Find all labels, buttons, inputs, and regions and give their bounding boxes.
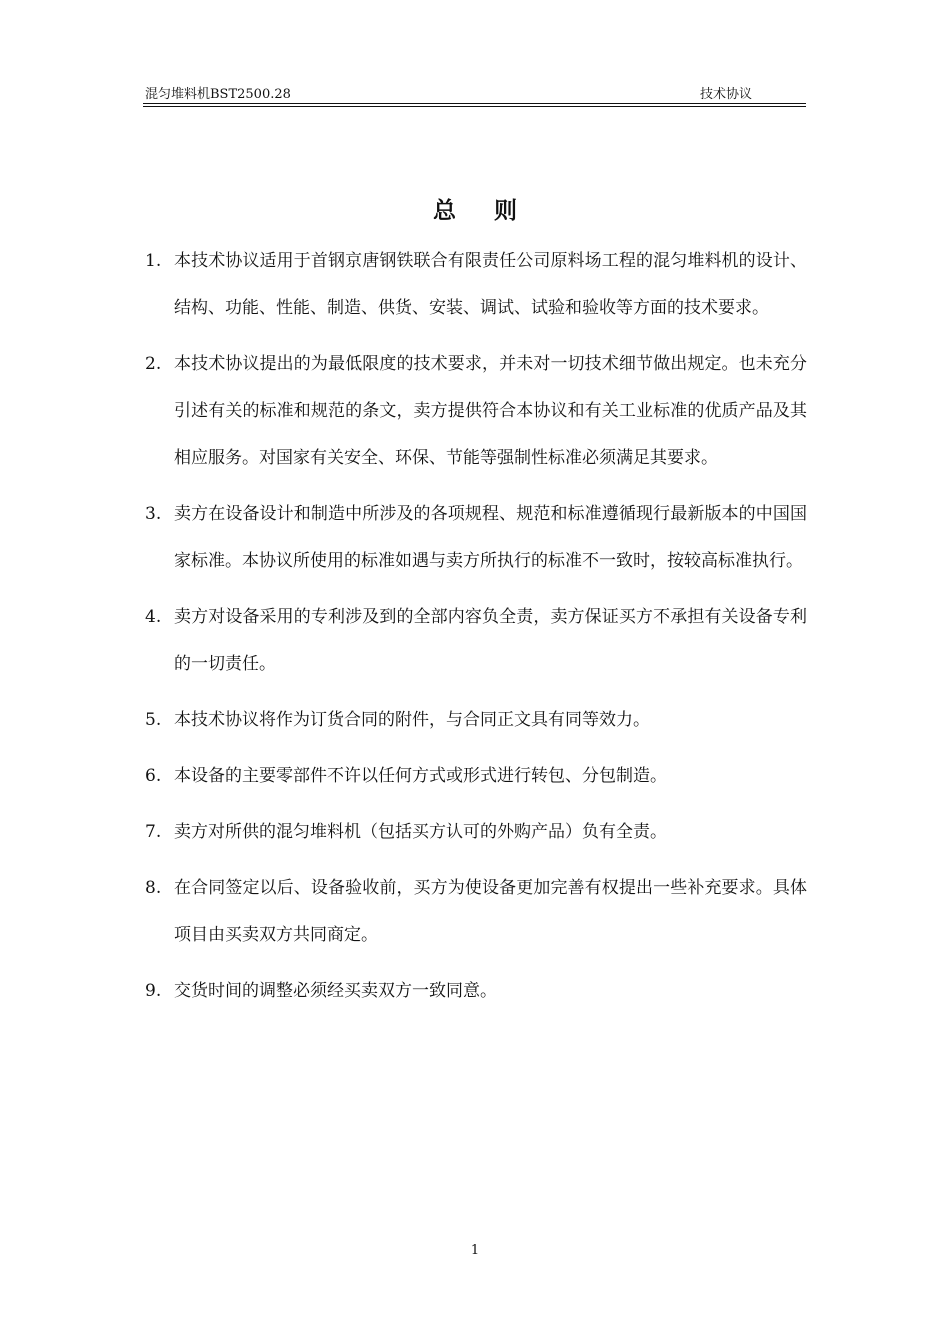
item-text: 本设备的主要零部件不许以任何方式或形式进行转包、分包制造。 <box>174 766 667 786</box>
header-document-name: 混匀堆料机BST2500.28 <box>145 87 291 102</box>
general-provisions-list <box>145 238 807 1024</box>
item-number: 9. <box>145 981 162 1001</box>
page-header <box>145 86 805 104</box>
list-item <box>145 341 807 482</box>
item-text: 卖方对所供的混匀堆料机（包括买方认可的外购产品）负有全责。 <box>174 822 667 842</box>
item-text: 卖方在设备设计和制造中所涉及的各项规程、规范和标准遵循现行最新版本的中国国家标准。本协议所使用的标准如遇与卖方所执行的标准不一致时，按较高标准执行。 <box>174 504 807 571</box>
list-item <box>145 238 807 332</box>
item-number: 3. <box>145 504 162 524</box>
item-text: 交货时间的调整必须经买卖双方一致同意。 <box>174 981 497 1001</box>
item-text: 本技术协议适用于首钢京唐钢铁联合有限责任公司原料场工程的混匀堆料机的设计、结构、功能、性能、制造、供货、安装、调试、试验和验收等方面的技术要求。 <box>174 251 807 318</box>
list-item <box>145 753 807 800</box>
list-item <box>145 809 807 856</box>
item-number: 2. <box>145 354 162 374</box>
item-number: 8. <box>145 878 162 898</box>
item-text: 卖方对设备采用的专利涉及到的全部内容负全责，卖方保证买方不承担有关设备专利的一切责任。 <box>174 607 807 674</box>
item-text: 本技术协议提出的为最低限度的技术要求，并未对一切技术细节做出规定。也未充分引述有关的标准和规范的条文，卖方提供符合本协议和有关工业标准的优质产品及其相应服务。对国家有关安全、环保、节能等强制性标准必须满足其要求。 <box>174 354 807 468</box>
item-number: 1. <box>145 251 162 271</box>
list-item <box>145 594 807 688</box>
list-item <box>145 968 807 1015</box>
page-number: 1 <box>470 1243 480 1258</box>
page-title: 总则 <box>433 198 555 224</box>
item-number: 7. <box>145 822 162 842</box>
list-item <box>145 697 807 744</box>
item-number: 5. <box>145 710 162 730</box>
list-item <box>145 491 807 585</box>
item-number: 4. <box>145 607 162 627</box>
header-divider <box>143 103 806 107</box>
item-text: 在合同签定以后、设备验收前，买方为使设备更加完善有权提出一些补充要求。具体项目由买卖双方共同商定。 <box>174 878 807 945</box>
header-document-type: 技术协议 <box>700 87 753 102</box>
list-item <box>145 865 807 959</box>
item-text: 本技术协议将作为订货合同的附件，与合同正文具有同等效力。 <box>174 710 650 730</box>
item-number: 6. <box>145 766 162 786</box>
